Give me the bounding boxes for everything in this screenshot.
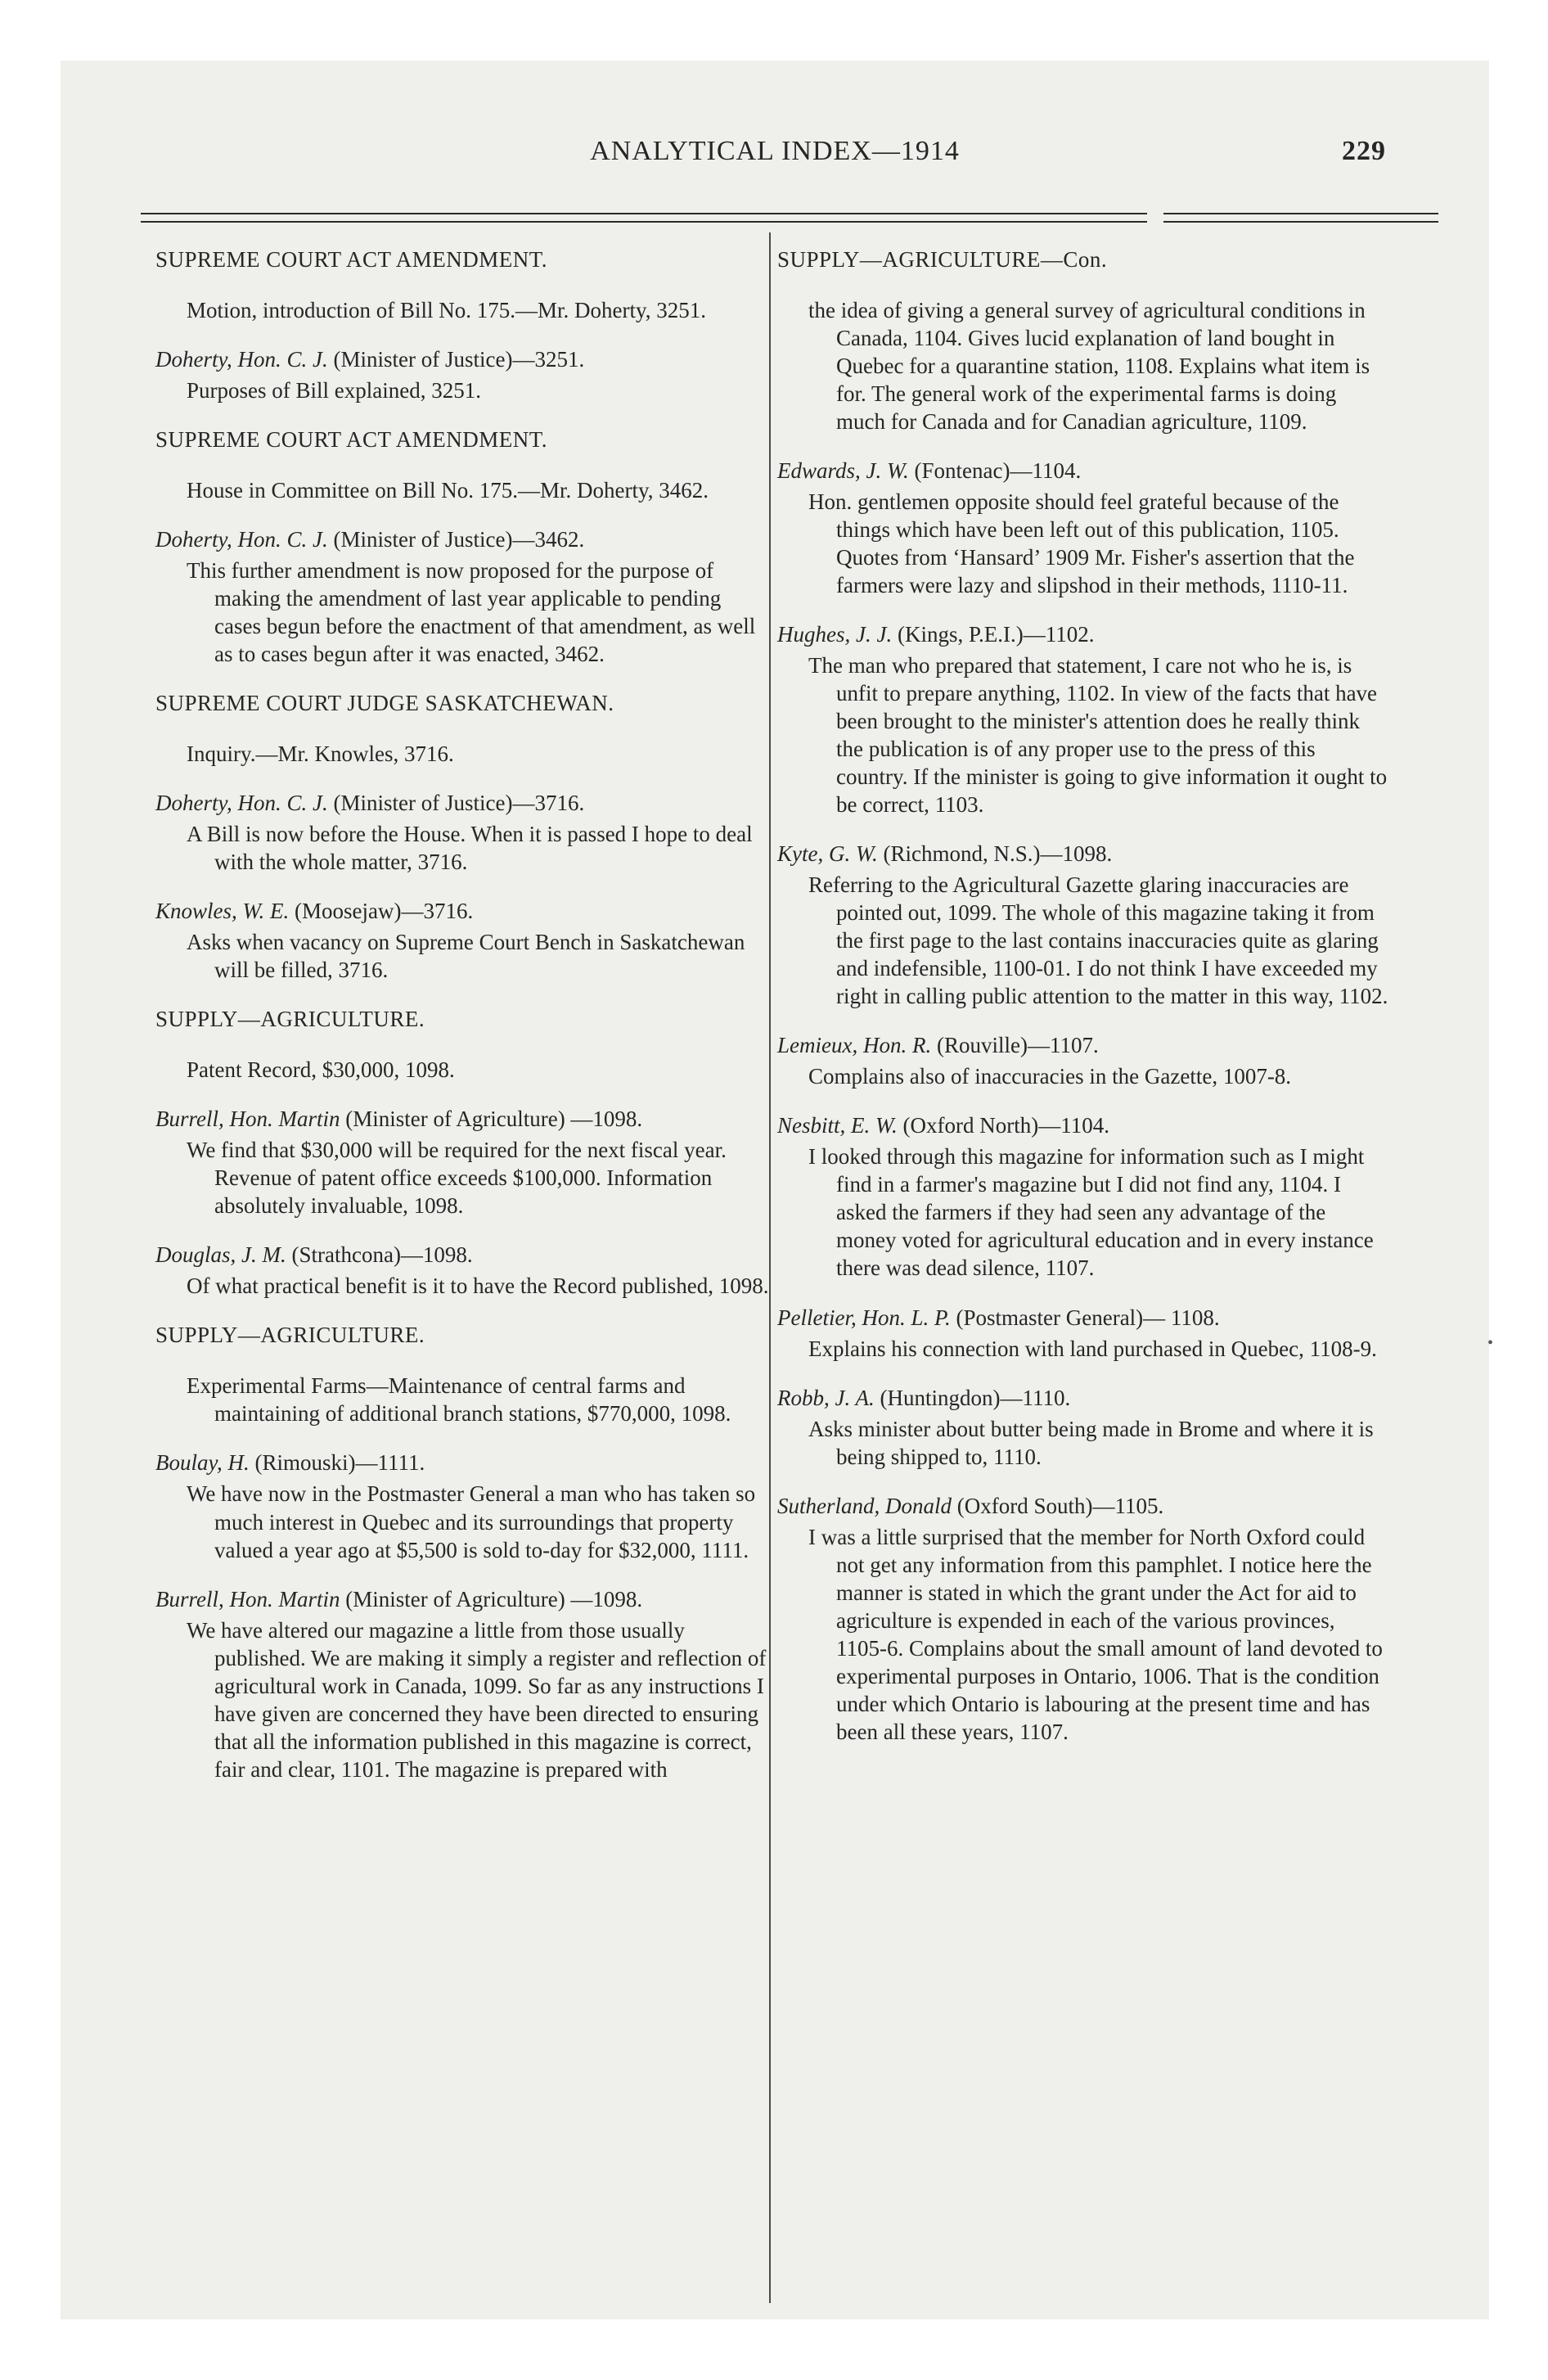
speaker-line <box>777 1304 1391 1332</box>
section-heading: SUPREME COURT ACT AMENDMENT. <box>155 427 547 453</box>
speaker-line <box>155 1585 769 1613</box>
index-entry-text <box>777 871 1391 1010</box>
header-rule <box>141 221 1147 223</box>
speaker-name: Douglas, J. M. <box>155 1242 286 1268</box>
entry-text: The man who prepared that statement, I care not who he is, is unfit to prepare anything, 1102. In view of the facts that have been brought to the minister's attention does he really think the publication is of any proper use to the press of this country. If the minister is going to give information it ought to be correct, 1103. <box>808 653 1388 818</box>
index-entry-text <box>777 488 1391 599</box>
index-entry-text <box>155 476 769 504</box>
index-entry-text <box>155 557 769 668</box>
speaker-entry <box>777 620 1391 648</box>
speaker-entry <box>777 1492 1391 1520</box>
speaker-entry <box>155 1241 769 1269</box>
speaker-line <box>155 525 769 553</box>
section-heading: SUPPLY—AGRICULTURE. <box>155 1007 425 1032</box>
left-column <box>155 246 769 1805</box>
speaker-line <box>777 840 1391 868</box>
index-entry-text <box>155 740 769 768</box>
scan-speck: • <box>1487 1334 1494 1352</box>
page-header <box>61 136 1489 177</box>
speaker-details: (Minister of Agriculture) —1098. <box>340 1107 643 1132</box>
speaker-name: Robb, J. A. <box>777 1385 875 1410</box>
entry-text: We have now in the Postmaster General a man who has taken so much interest in Quebec and its surroundings that property valued a year ago at $5,500 is sold to-day for $32,000, 1111. <box>187 1481 756 1562</box>
speaker-details: (Oxford North)—1104. <box>897 1113 1109 1138</box>
speaker-details: (Kings, P.E.I.)—1102. <box>892 622 1095 647</box>
speaker-name: Doherty, Hon. C. J. <box>155 347 328 372</box>
entry-text: I looked through this magazine for information such as I might find in a farmer's magazine but I did not find any, 1104. I asked the farmers if they had seen any advantage of the money voted for agricultural education and in every instance there was dead silence, 1107. <box>808 1144 1374 1281</box>
speaker-entry <box>155 1449 769 1476</box>
index-entry-text <box>155 1056 769 1084</box>
page-title: ANALYTICAL INDEX—1914 <box>590 136 960 166</box>
entry-text: This further amendment is now proposed for the purpose of making the amendment of last year applicable to pending cases begun before the enactment of that amendment, as well as to cases begun after it was enacted, 3462. <box>187 558 756 667</box>
section-heading: SUPPLY—AGRICULTURE. <box>155 1323 425 1348</box>
right-column <box>777 246 1391 1767</box>
speaker-name: Burrell, Hon. Martin <box>155 1586 340 1611</box>
index-entry-text <box>155 1272 769 1300</box>
speaker-details: (Moosejaw)—3716. <box>289 899 474 924</box>
speaker-entry <box>155 1585 769 1613</box>
speaker-name: Kyte, G. W. <box>777 841 878 867</box>
speaker-details: (Strathcona)—1098. <box>286 1242 473 1268</box>
index-entry-text <box>155 1616 769 1783</box>
speaker-entry <box>155 897 769 925</box>
index-entry-text <box>777 1143 1391 1282</box>
speaker-name: Hughes, J. J. <box>777 622 893 647</box>
entry-text: A Bill is now before the House. When it is passed I hope to deal with the whole matter, 3716. <box>187 822 753 875</box>
speaker-entry <box>155 525 769 553</box>
index-entry-text <box>155 1480 769 1563</box>
section-heading: SUPPLY—AGRICULTURE—Con. <box>777 247 1108 272</box>
speaker-details: (Minister of Justice)—3251. <box>327 347 585 372</box>
speaker-name: Doherty, Hon. C. J. <box>155 527 328 552</box>
column-divider <box>769 232 771 2303</box>
entry-text: Purposes of Bill explained, 3251. <box>187 378 481 403</box>
entry-text: Patent Record, $30,000, 1098. <box>187 1057 455 1083</box>
speaker-line <box>155 345 769 373</box>
index-entry-text <box>777 1335 1391 1363</box>
speaker-line <box>777 1031 1391 1059</box>
index-entry-text <box>155 376 769 404</box>
index-entry-text <box>777 1062 1391 1090</box>
header-rule <box>141 213 1147 214</box>
speaker-line <box>777 1492 1391 1520</box>
speaker-line <box>155 1449 769 1476</box>
section-heading: SUPREME COURT JUDGE SASKATCHEWAN. <box>155 691 614 716</box>
speaker-entry <box>777 457 1391 485</box>
speaker-name: Doherty, Hon. C. J. <box>155 791 328 816</box>
speaker-name: Lemieux, Hon. R. <box>777 1033 932 1058</box>
speaker-entry <box>155 1105 769 1133</box>
speaker-details: (Minister of Agriculture) —1098. <box>340 1586 643 1611</box>
entry-text: Inquiry.—Mr. Knowles, 3716. <box>187 741 454 767</box>
speaker-entry <box>777 1111 1391 1139</box>
entry-text: Motion, introduction of Bill No. 175.—Mr. Doherty, 3251. <box>187 298 706 323</box>
index-entry-text <box>777 1523 1391 1746</box>
index-entry-text <box>777 296 1391 435</box>
header-rule <box>1163 221 1438 223</box>
speaker-entry <box>777 1384 1391 1412</box>
index-entry-text <box>777 651 1391 818</box>
entry-text: House in Committee on Bill No. 175.—Mr. Doherty, 3462. <box>187 478 709 503</box>
speaker-line <box>777 1384 1391 1412</box>
speaker-name: Boulay, H. <box>155 1450 250 1476</box>
entry-text: We find that $30,000 will be required for the next fiscal year. Revenue of patent office exceeds $100,000. Information absolutely invaluable, 1098. <box>187 1138 727 1219</box>
index-entry-text <box>155 296 769 324</box>
entry-text: Experimental Farms—Maintenance of central farms and maintaining of additional branch stations, $770,000, 1098. <box>187 1373 731 1427</box>
speaker-name: Knowles, W. E. <box>155 899 290 924</box>
entry-text: the idea of giving a general survey of agricultural conditions in Canada, 1104. Gives lucid explanation of land bought in Quebec for a quarantine station, 1108. Explains what item is for. The general work of the experimental farms is doing much for Canada and for Canadian agriculture, 1109. <box>808 298 1370 435</box>
index-entry-text <box>155 1372 769 1427</box>
index-entry-text <box>155 1136 769 1219</box>
entry-text: Asks minister about butter being made in Brome and where it is being shipped to, 1110. <box>808 1416 1374 1469</box>
speaker-name: Sutherland, Donald <box>777 1493 952 1518</box>
speaker-details: (Richmond, N.S.)—1098. <box>877 841 1113 867</box>
entry-text: Referring to the Agricultural Gazette glaring inaccuracies are pointed out, 1099. The whole of this magazine taking it from the first page to the last contains inaccuracies quite as glaring and indefensible, 1100-01. I do not think I have exceeded my right in calling public attention to the matter in this way, 1102. <box>808 872 1388 1009</box>
speaker-line <box>155 1105 769 1133</box>
speaker-name: Edwards, J. W. <box>777 458 909 484</box>
speaker-entry <box>777 1304 1391 1332</box>
entry-text: Asks when vacancy on Supreme Court Bench in Saskatchewan will be filled, 3716. <box>187 930 745 983</box>
entry-text: Explains his connection with land purchased in Quebec, 1108-9. <box>808 1336 1377 1361</box>
speaker-line <box>777 1111 1391 1139</box>
speaker-details: (Oxford South)—1105. <box>952 1493 1164 1518</box>
speaker-entry <box>777 1031 1391 1059</box>
speaker-line <box>777 457 1391 485</box>
entry-text: Of what practical benefit is it to have the Record published, 1098. <box>187 1273 769 1299</box>
speaker-line <box>155 789 769 817</box>
section-heading: SUPREME COURT ACT AMENDMENT. <box>155 247 547 272</box>
entry-text: I was a little surprised that the member for North Oxford could not get any information from this pamphlet. I notice here the manner is stated in which the grant under the Act for aid to agriculture is expended in each of the various provinces, 1105-6. Complains about the small amount of land devoted to experimental purposes in Ontario, 1006. That is the condition under which Ontario is labouring at the present time and has been all these years, 1107. <box>808 1524 1383 1744</box>
speaker-line <box>777 620 1391 648</box>
index-entry-text <box>777 1415 1391 1471</box>
header-rule <box>1163 213 1438 214</box>
speaker-entry <box>777 840 1391 868</box>
speaker-entry <box>155 345 769 373</box>
speaker-name: Burrell, Hon. Martin <box>155 1107 340 1132</box>
speaker-name: Pelletier, Hon. L. P. <box>777 1305 951 1330</box>
speaker-entry <box>155 789 769 817</box>
speaker-details: (Huntingdon)—1110. <box>874 1385 1071 1410</box>
scanned-page <box>61 61 1494 2319</box>
index-entry-text <box>155 928 769 984</box>
speaker-name: Nesbitt, E. W. <box>777 1113 898 1138</box>
speaker-details: (Postmaster General)— 1108. <box>950 1305 1220 1330</box>
speaker-line <box>155 1241 769 1269</box>
speaker-details: (Rouville)—1107. <box>931 1033 1099 1058</box>
entry-text: Complains also of inaccuracies in the Gazette, 1007-8. <box>808 1064 1292 1089</box>
speaker-details: (Minister of Justice)—3462. <box>327 527 585 552</box>
index-entry-text <box>155 820 769 876</box>
page-number: 229 <box>1342 136 1386 166</box>
speaker-details: (Minister of Justice)—3716. <box>327 791 585 816</box>
entry-text: We have altered our magazine a little from those usually published. We are making it simply a register and reflection of agricultural work in Canada, 1099. So far as any instructions I have given are concerned they have been directed to ensuring that all the information published in this magazine is correct, fair and clear, 1101. The magazine is prepared with <box>187 1617 767 1782</box>
speaker-line <box>155 897 769 925</box>
entry-text: Hon. gentlemen opposite should feel grateful because of the things which have been left out of this publication, 1105. Quotes from ‘Hansard’ 1909 Mr. Fisher's assertion that the farmers were lazy and slipshod in their methods, 1110-11. <box>808 489 1355 598</box>
speaker-details: (Fontenac)—1104. <box>908 458 1082 484</box>
speaker-details: (Rimouski)—1111. <box>249 1450 425 1476</box>
